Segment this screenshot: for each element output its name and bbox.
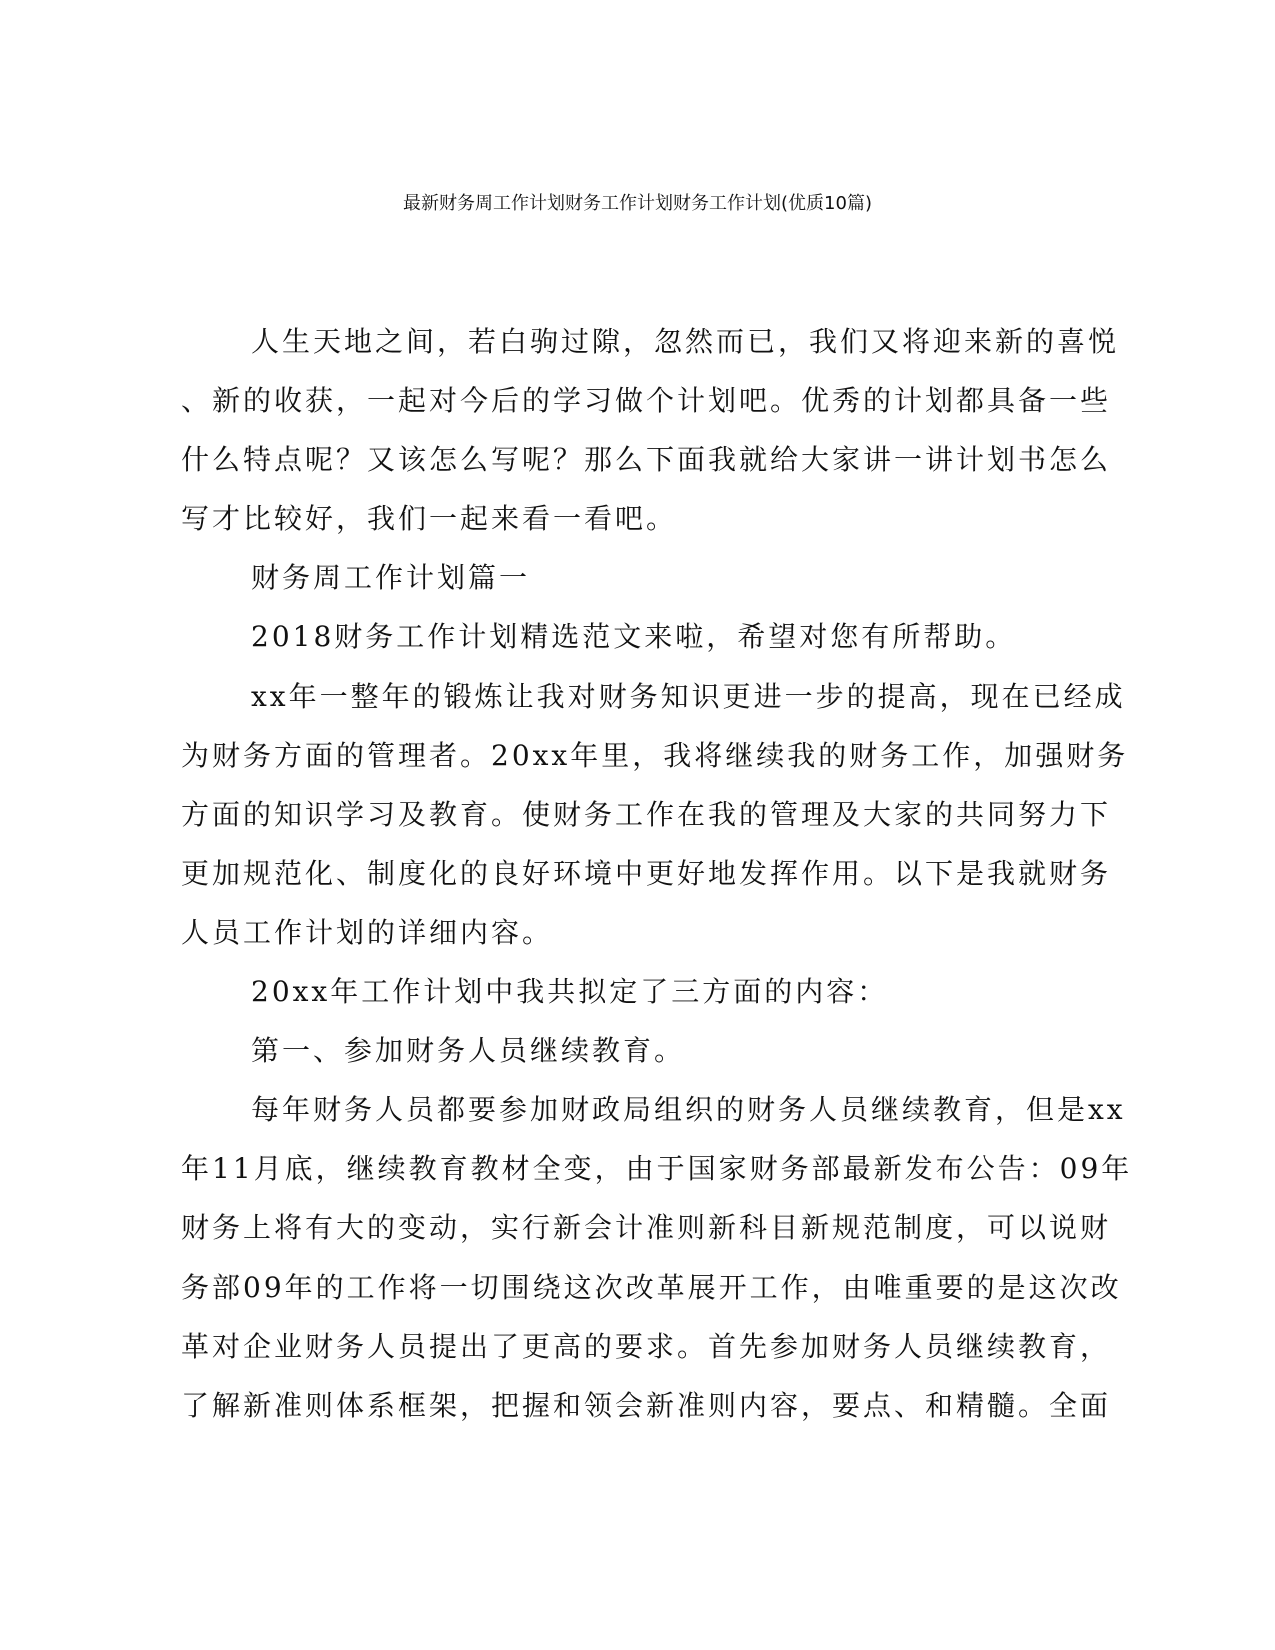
body-line: 为财务方面的管理者。20xx年里，我将继续我的财务工作，加强财务 bbox=[181, 738, 1129, 772]
document-body bbox=[181, 312, 1133, 1435]
body-line: 务部09年的工作将一切围绕这次改革展开工作，由唯重要的是这次改 bbox=[181, 1270, 1122, 1304]
body-line: 财务上将有大的变动，实行新会计准则新科目新规范制度，可以说财 bbox=[181, 1211, 1112, 1245]
body-line: 第一、参加财务人员继续教育。 bbox=[251, 1034, 686, 1068]
body-line: 、新的收获，一起对今后的学习做个计划吧。优秀的计划都具备一些 bbox=[181, 384, 1112, 418]
body-line: 更加规范化、制度化的良好环境中更好地发挥作用。以下是我就财务 bbox=[181, 856, 1112, 890]
body-line: 方面的知识学习及教育。使财务工作在我的管理及大家的共同努力下 bbox=[181, 797, 1112, 831]
body-line: 2018财务工作计划精选范文来啦，希望对您有所帮助。 bbox=[251, 620, 1017, 654]
document-title: 最新财务周工作计划财务工作计划财务工作计划(优质10篇) bbox=[403, 193, 872, 214]
body-line: 人员工作计划的详细内容。 bbox=[181, 915, 554, 949]
body-line: 什么特点呢？又该怎么写呢？那么下面我就给大家讲一讲计划书怎么 bbox=[181, 443, 1112, 477]
body-line: 写才比较好，我们一起来看一看吧。 bbox=[181, 502, 678, 536]
body-line: 20xx年工作计划中我共拟定了三方面的内容： bbox=[251, 975, 889, 1009]
body-line: xx年一整年的锻炼让我对财务知识更进一步的提高，现在已经成 bbox=[251, 679, 1126, 713]
body-line: 人生天地之间，若白驹过隙，忽然而已，我们又将迎来新的喜悦 bbox=[251, 325, 1120, 358]
body-line: 了解新准则体系框架，把握和领会新准则内容，要点、和精髓。全面 bbox=[181, 1388, 1112, 1422]
body-line: 财务周工作计划篇一 bbox=[251, 561, 531, 595]
body-line: 年11月底，继续教育教材全变，由于国家财务部最新发布公告：09年 bbox=[181, 1152, 1133, 1186]
body-line: 革对企业财务人员提出了更高的要求。首先参加财务人员继续教育， bbox=[181, 1329, 1112, 1363]
body-line: 每年财务人员都要参加财政局组织的财务人员继续教育，但是xx bbox=[251, 1093, 1126, 1127]
